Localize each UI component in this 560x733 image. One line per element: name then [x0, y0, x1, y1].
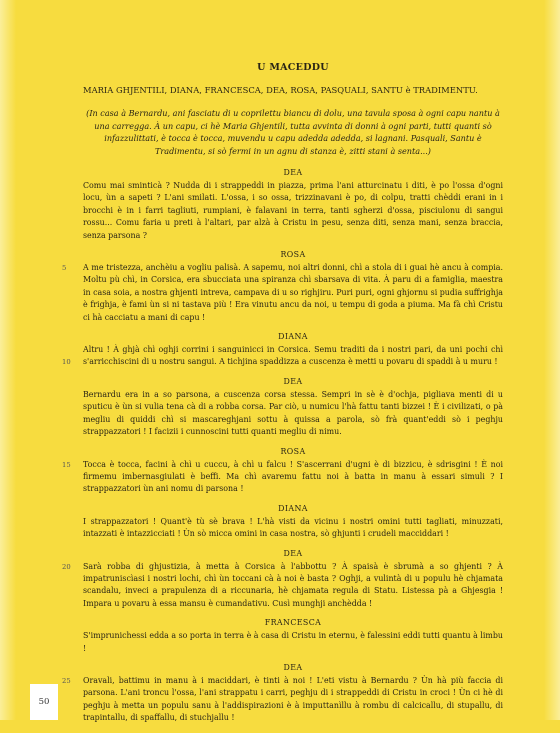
- speech-text: [83, 516, 503, 541]
- speaker-name: ROSA: [280, 446, 306, 456]
- speaker-name: DEA: [283, 168, 303, 177]
- speech-text: [62, 262, 503, 324]
- line-number: 5: [62, 264, 67, 273]
- speaker-name: DIANA: [278, 503, 308, 513]
- speech-content: S'imprunichessi edda a so porta in terra è à casa di Cristu in eternu, è falessini eddi tutti quantu à limbu !: [83, 631, 503, 653]
- dialogue-block: [62, 548, 503, 611]
- cast-list: MARIA GHJENTILI, DIANA, FRANCESCA, DEA, ROSA, PASQUALI, SANTU è TRADIMENTU.: [83, 85, 478, 95]
- page-edge-right: [544, 0, 560, 720]
- speech-content: A me tristezza, anchèiu a vogliu palisà. A sapemu, noi altri donni, chì a stola di i guai hè ancu à compia. Moltu pù chì, in Corsica, era sbucciata una spiranza chì sbarsava di vita. À paru di a famiglia, maestra in casa soia, a nostra ghjenti intreva, campava di u so righjiru. Puri puri, ogni ghjornu si pudia suffrighja è frighja, è fami ùn si ni tastava più ! Era vinutu ancu da noi, u tempu di goda a piuma. Ma fà chì Cristu ci hà cacciatu a mani di capu !: [83, 263, 503, 322]
- line-number: 20: [62, 562, 71, 571]
- line-number: 15: [62, 460, 71, 469]
- speech-text: [83, 180, 503, 242]
- stage-direction: (In casa à Bernardu, ani fasciatu di u coprilettu biancu di dolu, una tavula sposa à ogni capu nantu à una carregga. À un capu, ci hè Maria Ghjentili, tutta avvinta di donni à ogni parti, tutti quanti sò infazzulittati, è tocca è tocca, muvendu u capu adedda adedda, si lagnani. Pasquali, Santu è Tradimentu, si sò fermi in un agnu di stanza è, zitti stani à senta...): [86, 108, 500, 156]
- speech-text: [62, 344, 503, 369]
- dialogue-block: [83, 618, 503, 655]
- dialogue-block: [62, 446, 503, 496]
- speech-text: [83, 389, 503, 439]
- speech-text: [62, 459, 503, 496]
- speech-content: Oravali, battimu in manu à i maciddari, è tinti à noi ! L'eti vistu à Bernardu ? Ùn hà più faccia di parsona. L'ani troncu l'ossa, l'ani strappatu i carri, peghju di i strappeddi di Cristu in croci ! Ùn ci hè di peghju à metta un populu sanu à l'addispirazioni è à imputtanìllu à rombu di calcicallu, di stupallu, di trapintallu, di spaffallu, di stuchjallu !: [83, 675, 503, 723]
- speech-content: I strappazzatori ! Quant'è tù sè brava ! L'hà visti da vicinu i nostri omini tutti tagliati, minuzzati, intazzati è intazzicciati ! Ùn sò micca omini in casa nostra, sò ghjunti i crudeli macciddari !: [83, 516, 503, 539]
- dialogue-block: [83, 504, 503, 541]
- speaker-name: DEA: [283, 376, 303, 386]
- page-number: 50: [30, 684, 58, 720]
- speech-content: Comu mai sminticà ? Nudda di i strappeddi in piazza, prima l'ani atturcinatu i diti, è po l'ossa d'ogni locu, ùn a sapeti ? L'ani smilati. L'ossa, i so ossa, trizzinavani è po, di colpu, tratti chèddi erani in i brocchi è in i farri tagliuti, rumpiani, è falavani in terra, tanti sgherzi d'ossa, pisciulonu di sangui rossu... Comu faria u preti à l'altari, par alzà à Cristu in pesu, senza diti, senza mani, senza braccia, senza parsona ?: [83, 181, 503, 240]
- page-edge-left: [0, 0, 16, 720]
- speech-content: Bernardu era in a so parsona, a cuscenza corsa stessa. Sempri in sè è d'ochja, pigliava menti di u sputicu è ùn si vulia tena cà di a robba corsa. Par ciò, u numicu l'hà fattu tanti bizzei ! È i civilizati, o pà megliu di quiddi chì si mascareghjani sottu à quissa a parola, sò frà quant'eddi sò i peghju strappazzatori ! I facizii i cunnoscini tutti quanti megliu di nimu.: [83, 389, 503, 437]
- page-title: U MACEDDU: [257, 62, 329, 73]
- speech-content: Tocca è tocca, facini à chì u cuccu, à chì u falcu ! S'ascerrani d'ugni è di bizzicu, è sdrisgini ! È noi firmemu imbernasgiulati è beffi. Ma chì avaremu fattu noi à batta in manu à essari simuli ? I strappazzatori ùn ani nomu di parsona !: [83, 459, 503, 494]
- line-number: 25: [62, 676, 71, 685]
- speaker-name: DEA: [283, 548, 303, 558]
- speaker-name: ROSA: [280, 250, 306, 260]
- line-number: 10: [62, 358, 71, 367]
- dialogue-block: [83, 168, 503, 242]
- speech-text: [83, 630, 503, 655]
- speaker-name: FRANCESCA: [264, 618, 322, 628]
- play-text: [62, 62, 503, 733]
- speech-text: [62, 561, 503, 611]
- speech-content: Altru ! À ghjà chì oghji corrini i sanguinicci in Corsica. Semu traditi da i nostri pari, da uni pochi chì s'arricchiscini di u nostru sangui. A tichjina spaddizza a cuscenza è metti u povaru di spaddi à u muru !: [83, 345, 503, 367]
- dialogue-block: [62, 250, 503, 324]
- dialogue-block: [62, 332, 503, 369]
- dialogue-block: [83, 377, 503, 439]
- speech-content: Sarà robba di ghjustizia, à metta à Corsica à l'abbottu ? À spaisà è sbrumà a so ghjenti ? À impatruniscìasi i nostri lochi, chì ùn toccani cà à noi è basta ? Oghji, a vulintà di u populu hè chjamata scandalu, inveci a prapulenza di a riccunaria, hè chjamata regula di Statu. Listessa pà a Ghjesgia ! Impara u povaru à essa mansu è cumandativu. Cusì munghji anchèdda !: [83, 561, 503, 608]
- dialogue-block: [62, 662, 503, 725]
- speaker-name: DEA: [283, 662, 303, 672]
- speech-text: [62, 675, 503, 725]
- speaker-name: DIANA: [278, 332, 308, 342]
